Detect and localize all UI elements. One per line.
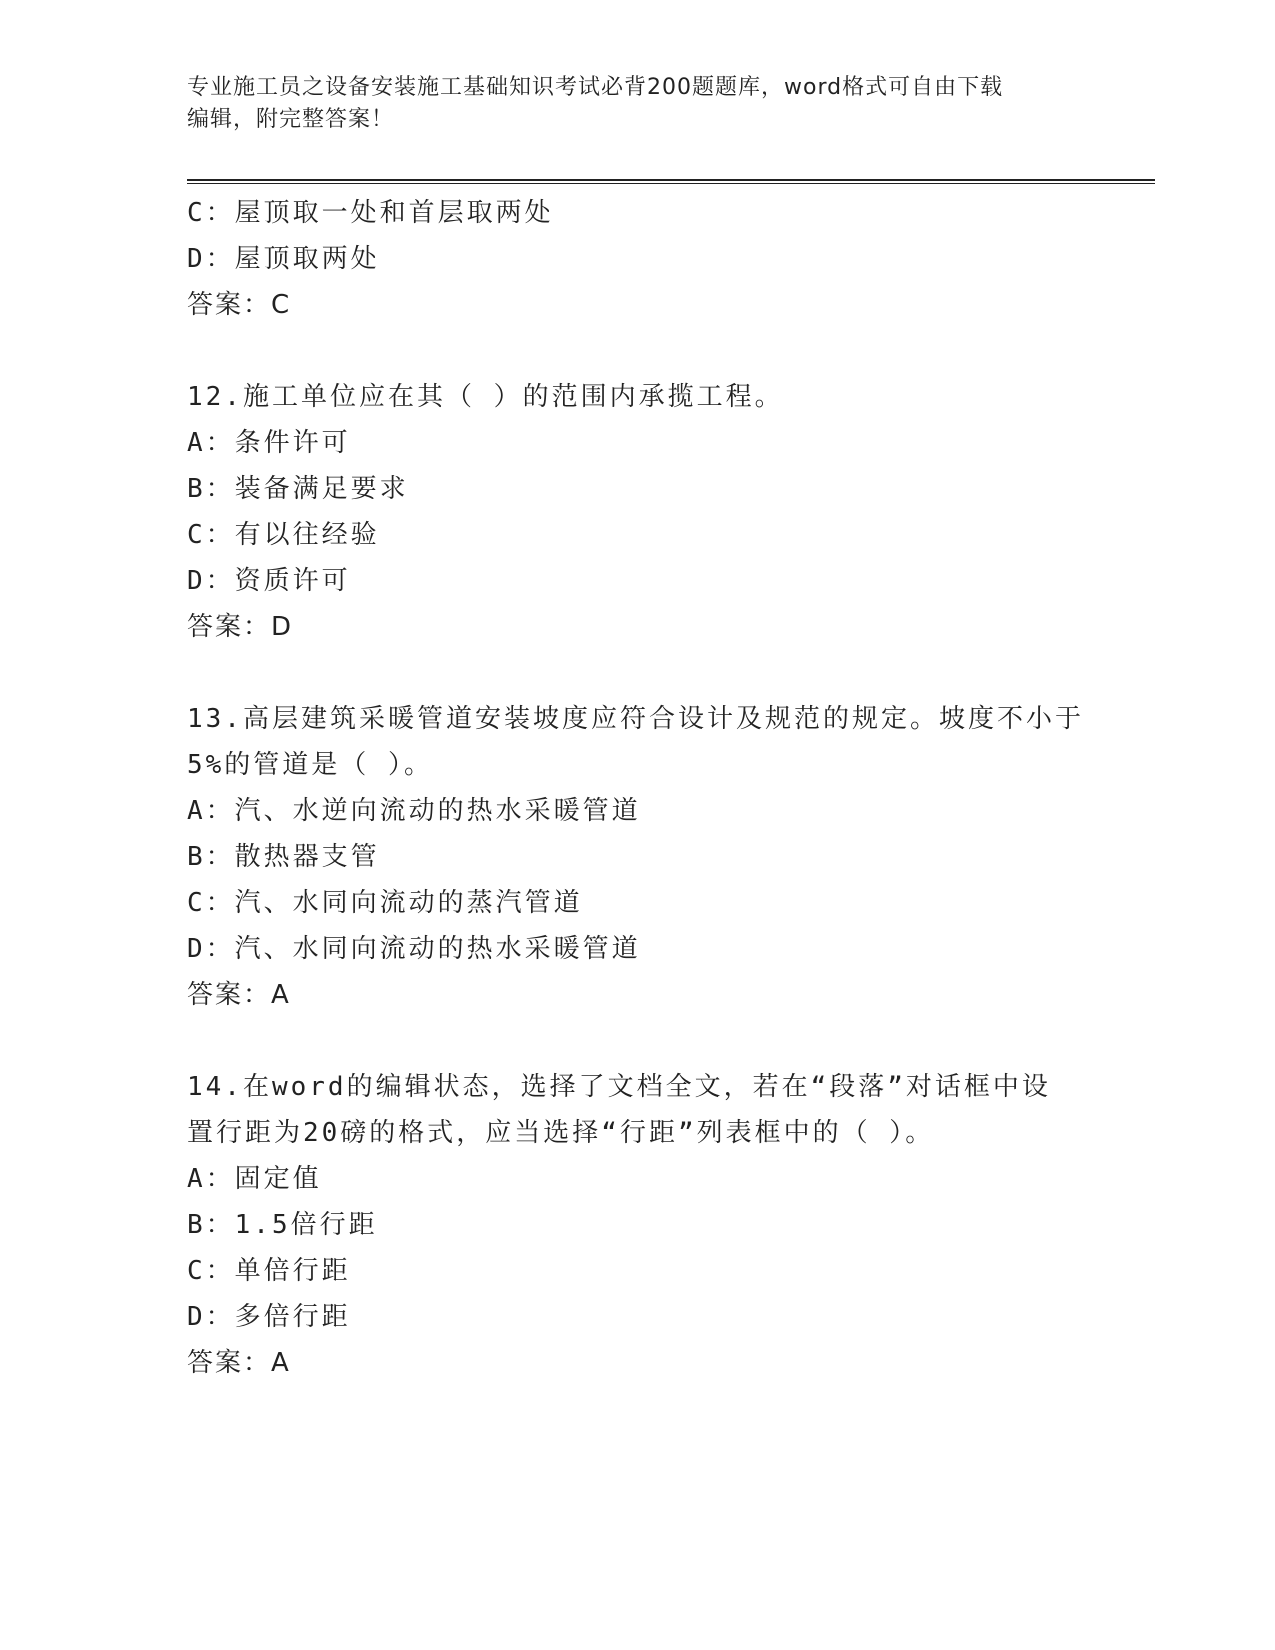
answer: 答案：A [187,1348,291,1378]
option-d: D：屋顶取两处 [187,244,380,274]
option-c: C：汽、水同向流动的蒸汽管道 [187,888,583,918]
question-stem-line-1: 14.在word的编辑状态，选择了文档全文，若在“段落”对话框中设 [187,1072,1051,1102]
option-c: C：单倍行距 [187,1256,351,1286]
question-stem: 12.施工单位应在其（ ）的范围内承揽工程。 [187,382,784,412]
header-line-1: 专业施工员之设备安装施工基础知识考试必背200题题库，word格式可自由下载 [187,75,1004,100]
answer: 答案：D [187,612,294,642]
question-12 [187,374,1107,650]
question-list [187,190,1107,1386]
question-stem-line-2: 置行距为20磅的格式，应当选择“行距”列表框中的（ ）。 [187,1118,935,1148]
header-line-2: 编辑，附完整答案！ [187,107,395,132]
answer: 答案：A [187,980,291,1010]
question-stem-line-1: 13.高层建筑采暖管道安装坡度应符合设计及规范的规定。坡度不小于 [187,704,1084,734]
option-a: A：条件许可 [187,428,351,458]
option-a: A：固定值 [187,1164,322,1194]
option-d: D：资质许可 [187,566,351,596]
header-divider-thick [187,179,1155,181]
spacer [187,650,1107,696]
question-14 [187,1064,1107,1386]
document-header [187,72,1087,136]
answer: 答案：C [187,290,292,320]
option-d: D：多倍行距 [187,1302,351,1332]
question-11 [187,190,1107,328]
option-a: A：汽、水逆向流动的热水采暖管道 [187,796,641,826]
option-b: B：装备满足要求 [187,474,409,504]
option-b: B：散热器支管 [187,842,380,872]
header-divider-thin [187,183,1155,184]
option-b: B：1.5倍行距 [187,1210,378,1240]
question-13 [187,696,1107,1018]
spacer [187,1018,1107,1064]
option-c: C：屋顶取一处和首层取两处 [187,198,554,228]
question-stem-line-2: 5%的管道是（ ）。 [187,750,433,780]
option-c: C：有以往经验 [187,520,380,550]
option-d: D：汽、水同向流动的热水采暖管道 [187,934,641,964]
spacer [187,328,1107,374]
